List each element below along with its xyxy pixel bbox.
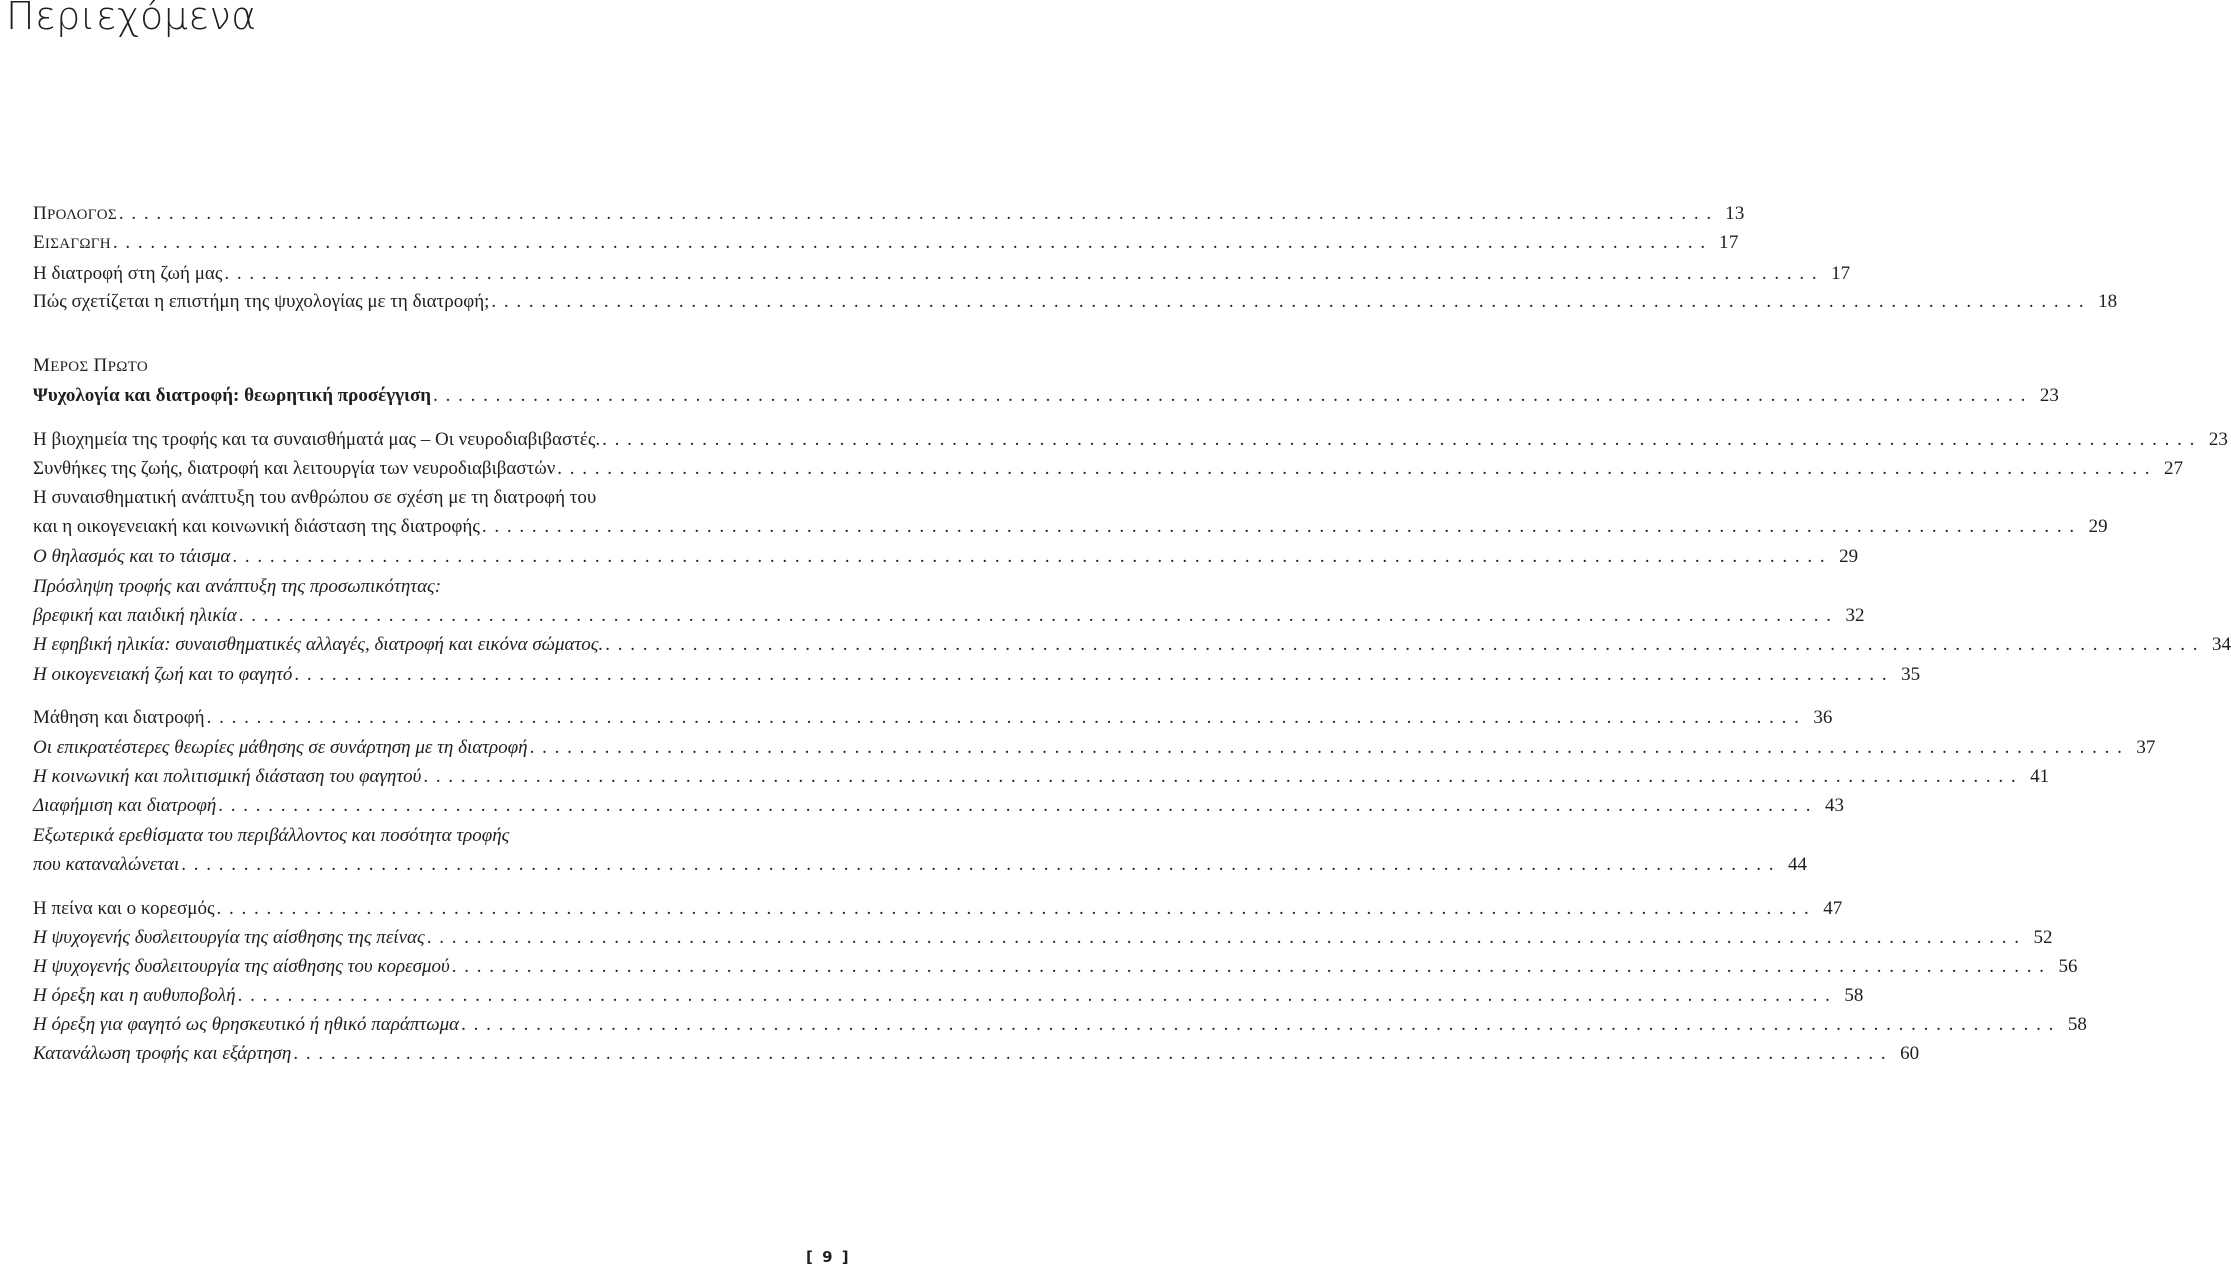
toc-entry-infancy[interactable]: βρεφική και παιδική ηλικία . . . 32: [33, 605, 741, 631]
toc-entry-learning[interactable]: Μάθηση και διατροφή . . . 36: [33, 707, 741, 733]
page-ref: 13: [1725, 203, 1745, 224]
page-ref: 37: [2136, 737, 2156, 758]
toc-entry-prologue[interactable]: ΠΡΟΛΟΓΟΣ . . . 13: [33, 203, 741, 229]
dot-leader: [602, 429, 2196, 451]
dot-leader: [294, 664, 1888, 686]
toc-entry-appetite-suggestion[interactable]: Η όρεξη και η αυθυποβολή . . . 58: [33, 985, 741, 1011]
toc-entry-consumed-quantity[interactable]: που καταναλώνεται . . . 44: [33, 854, 741, 880]
dot-leader: [427, 927, 2021, 949]
toc-entry-satiety-dysfunction[interactable]: Η ψυχογενής δυσλειτουργία της αίσθησης του κορεσμού . . . 56: [33, 956, 741, 982]
toc-entry-emotional-development[interactable]: και η οικογενειακή και κοινωνική διάσταση της διατροφής . . . 29: [33, 516, 741, 542]
page-title: Περιεχόμενα: [6, 0, 257, 38]
toc-entry-psychology-link[interactable]: Πώς σχετίζεται η επιστήμη της ψυχολογίας με τη διατροφή; . . . 18: [33, 291, 741, 317]
page-ref: 41: [2030, 766, 2050, 787]
toc-entry-hunger-satiety[interactable]: Η πείνα και ο κορεσμός . . . 47: [33, 898, 741, 924]
toc-entry-hunger-dysfunction[interactable]: Η ψυχογενής δυσλειτουργία της αίσθησης της πείνας . . . 52: [33, 927, 741, 953]
toc-entry-learning-theories[interactable]: Οι επικρατέστερες θεωρίες μάθησης σε συνάρτηση με τη διατροφή . . . 37: [33, 737, 741, 763]
toc-entry-part-title[interactable]: Ψυχολογία και διατροφή: θεωρητική προσέγγιση . . . 23: [33, 385, 741, 411]
toc-entry-emotional-line1[interactable]: Η συναισθηματική ανάπτυξη του ανθρώπου σε σχέση με τη διατροφή του: [33, 487, 597, 508]
page-ref: 23: [2039, 385, 2059, 406]
page-ref: 47: [1823, 898, 1843, 919]
page-ref: 52: [2033, 927, 2053, 948]
page-ref: 17: [1831, 263, 1851, 284]
page-ref: 35: [1901, 664, 1921, 685]
toc-entry-adolescence[interactable]: Η εφηβική ηλικία: συναισθηματικές αλλαγές, διατροφή και εικόνα σώματος. . . . 34: [33, 634, 741, 660]
toc-entry-appetite-sin[interactable]: Η όρεξη για φαγητό ως θρησκευτικό ή ηθικό παράπτωμα . . . 58: [33, 1014, 741, 1040]
dot-leader: [433, 385, 2027, 407]
dot-leader: [224, 263, 1818, 285]
dot-leader: [113, 232, 1707, 254]
page-ref: 18: [2098, 291, 2118, 312]
page-ref: 29: [1839, 546, 1859, 567]
dot-leader: [293, 1043, 1887, 1065]
dot-leader: [119, 203, 1713, 225]
dot-leader: [218, 795, 1812, 817]
dot-leader: [530, 737, 2124, 759]
page-ref: 29: [2088, 516, 2108, 537]
toc-entry-advertising[interactable]: Διαφήμιση και διατροφή . . . 43: [33, 795, 741, 821]
page-ref: 32: [1845, 605, 1865, 626]
toc-entry-life-conditions[interactable]: Συνθήκες της ζωής, διατροφή και λειτουργία των νευροδιαβιβαστών . . . 27: [33, 458, 741, 484]
toc-entry-biochemistry[interactable]: Η βιοχημεία της τροφής και τα συναισθήματά μας – Οι νευροδιαβιβαστές. . . . 23: [33, 429, 741, 455]
part-heading: ΜΕΡΟΣ ΠΡΩΤΟ: [33, 355, 148, 376]
toc-entry-intake-line1[interactable]: Πρόσληψη τροφής και ανάπτυξη της προσωπικότητας:: [33, 576, 442, 597]
page-ref: 58: [2067, 1014, 2087, 1035]
dot-leader: [557, 458, 2151, 480]
dot-leader: [491, 291, 2085, 313]
toc-entry-consumption-dependence[interactable]: Κατανάλωση τροφής και εξάρτηση . . . 60: [33, 1043, 741, 1069]
page-ref: 60: [1900, 1043, 1920, 1064]
page-ref: 17: [1719, 232, 1739, 253]
page-ref: 27: [2164, 458, 2184, 479]
page-ref: 43: [1825, 795, 1845, 816]
toc-entry-stimuli-line1[interactable]: Εξωτερικά ερεθίσματα του περιβάλλοντος και ποσότητα τροφής: [33, 825, 510, 846]
dot-leader: [232, 546, 1826, 568]
page-number: [ 9 ]: [806, 1248, 851, 1266]
toc-entry-introduction[interactable]: ΕΙΣΑΓΩΓΗ . . . 17: [33, 232, 741, 258]
page-ref: 44: [1787, 854, 1807, 875]
toc-entry-social-cultural[interactable]: Η κοινωνική και πολιτισμική διάσταση του φαγητού . . . 41: [33, 766, 741, 792]
dot-leader: [207, 707, 1801, 729]
toc-entry-family-food[interactable]: Η οικογενειακή ζωή και το φαγητό . . . 35: [33, 664, 741, 690]
page-ref: 23: [2208, 429, 2228, 450]
dot-leader: [181, 854, 1775, 876]
page-ref: 56: [2058, 956, 2078, 977]
toc-entry-diet-in-life[interactable]: Η διατροφή στη ζωή μας . . . 17: [33, 263, 741, 289]
page-ref: 58: [1844, 985, 1864, 1006]
dot-leader: [452, 956, 2046, 978]
dot-leader: [482, 516, 2076, 538]
dot-leader: [461, 1014, 2055, 1036]
dot-leader: [423, 766, 2017, 788]
page-ref: 36: [1813, 707, 1833, 728]
dot-leader: [605, 634, 2199, 656]
page-ref: 34: [2211, 634, 2231, 655]
dot-leader: [238, 985, 1832, 1007]
toc-entry-breastfeeding[interactable]: Ο θηλασμός και το τάισμα . . . 29: [33, 546, 741, 572]
dot-leader: [239, 605, 1833, 627]
dot-leader: [217, 898, 1811, 920]
